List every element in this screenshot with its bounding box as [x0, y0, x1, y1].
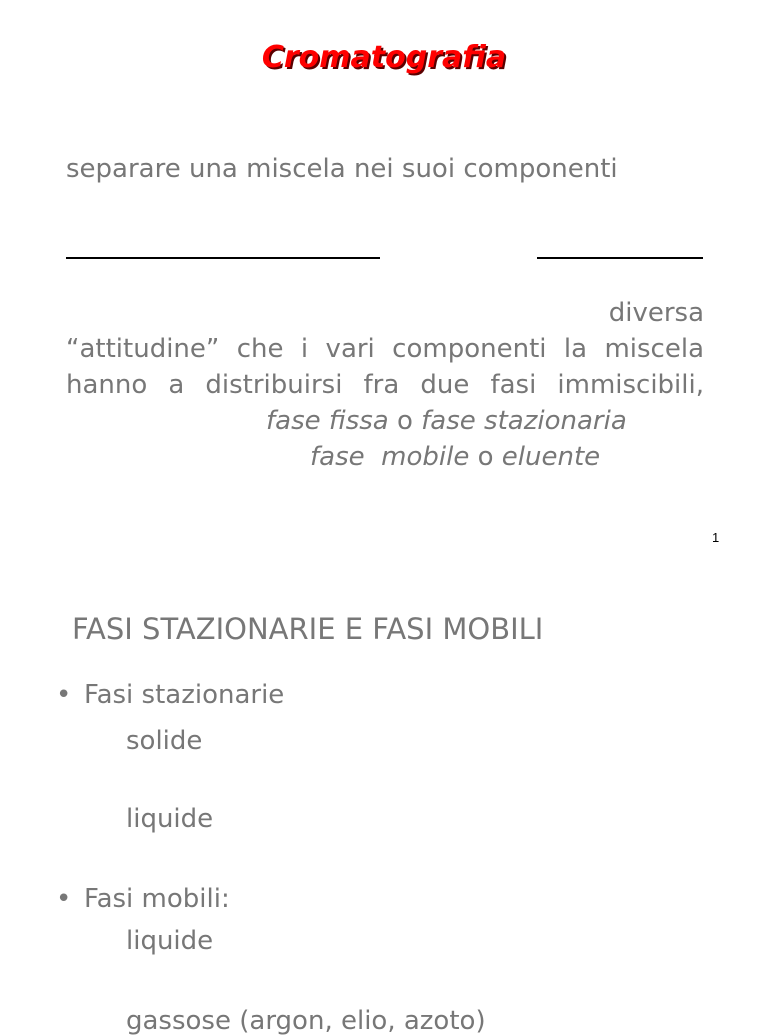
slide-title: Cromatografia [261, 40, 507, 75]
phase-line-mobile [310, 442, 600, 472]
term-fase-mobile: fase mobile [310, 442, 470, 472]
paragraph-line-3: hanno a distribuirsi fra due fasi immiscibili, [66, 370, 704, 400]
paragraph-line-2: “attitudine” che i vari componenti la miscela [66, 334, 704, 364]
list-item: gassose (argon, elio, azoto) [126, 1006, 486, 1036]
paragraph-line-1: diversa [608, 298, 704, 328]
slide-title: FASI STAZIONARIE E FASI MOBILI [72, 612, 544, 646]
list-item: solide [126, 726, 203, 756]
term-fase-stazionaria: fase stazionaria [421, 406, 627, 436]
phase-line-stationary [266, 406, 627, 436]
list-item: liquide [126, 804, 214, 834]
term-fase-fissa: fase fissa [266, 406, 389, 436]
bullet-label: Fasi stazionarie [84, 680, 285, 710]
blank-line-left [66, 257, 380, 259]
list-item: liquide [126, 926, 214, 956]
blank-line-right [537, 257, 703, 259]
bullet-icon: • [56, 884, 72, 914]
term-eluente: eluente [501, 442, 601, 472]
bullet-stationary-phases [56, 680, 284, 710]
conjunction: o [469, 442, 502, 472]
conjunction: o [388, 406, 422, 436]
bullet-label: Fasi mobili: [84, 884, 230, 914]
bullet-mobile-phases [56, 884, 230, 914]
slide-2 [0, 560, 768, 1036]
intro-text: separare una miscela nei suoi componenti [66, 154, 618, 184]
bullet-icon: • [56, 680, 72, 710]
page-number: 1 [712, 530, 720, 545]
